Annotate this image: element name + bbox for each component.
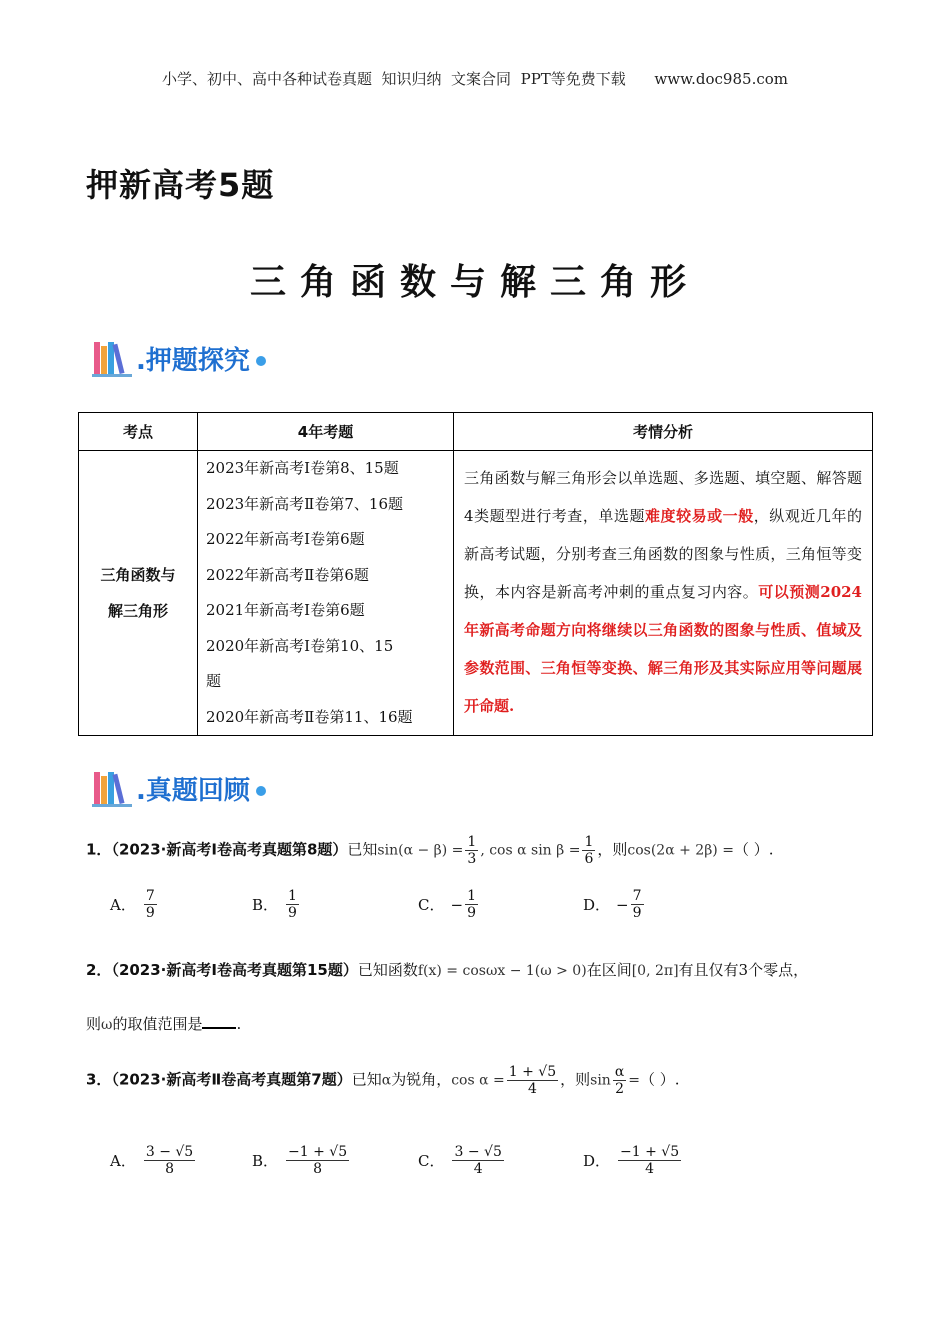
math-expr: , cos α sin β =: [480, 842, 581, 859]
question-text: .: [236, 1015, 242, 1033]
years-cell: [198, 451, 454, 736]
fraction-denominator: 2: [615, 1081, 625, 1097]
fraction: [465, 888, 478, 921]
option-label: C．: [418, 1152, 445, 1170]
fraction-denominator: 4: [527, 1081, 537, 1097]
topic-cell: [79, 451, 198, 736]
q3-option-c[interactable]: [418, 1144, 506, 1177]
analysis-text: ，纵观近几年的新高考试题，分别考查三角函数的图象与性质，三角恒等变换，本内容是新高考冲刺的重点复习内容。: [464, 507, 862, 601]
question-number: 2．: [86, 961, 112, 979]
question-number: 3．: [86, 1070, 112, 1089]
math-expr: f(x) = cosωx − 1(ω > 0): [417, 963, 587, 979]
option-label: D．: [583, 896, 611, 914]
q1-option-a[interactable]: [110, 888, 159, 921]
math-expr: α: [381, 1072, 392, 1089]
q3-option-d[interactable]: [583, 1144, 683, 1177]
fraction-denominator: 9: [467, 905, 476, 921]
page-header: 小学、初中、高中各种试卷真题 知识归纳 文案合同 PPT等免费下载 www.doc985.com: [161, 70, 788, 88]
question-2-line2: [86, 1012, 241, 1037]
option-sign: −: [450, 895, 464, 914]
table-header-row: [79, 413, 873, 451]
option-label: D．: [583, 1152, 611, 1170]
fraction-numerator: 3 − √5: [145, 1144, 194, 1160]
q3-option-b[interactable]: [252, 1144, 351, 1177]
fraction: [465, 834, 478, 867]
analysis-cell: [454, 451, 873, 736]
answer-bracket: （ ）.: [733, 840, 774, 859]
option-label: A．: [110, 896, 136, 914]
fraction-denominator: 4: [473, 1161, 483, 1177]
answer-blank[interactable]: [202, 1013, 236, 1029]
year-item: 2022年新高考Ⅰ卷第6题: [206, 530, 365, 548]
option-label: C．: [418, 896, 445, 914]
question-text: ，则: [597, 840, 628, 859]
table-row: [79, 451, 873, 736]
q1-option-c[interactable]: [418, 888, 480, 921]
badge-dot: [256, 356, 266, 366]
question-number: 1．: [86, 840, 112, 859]
analysis-highlight: 难度较易或一般: [645, 507, 754, 525]
fraction-numerator: 1: [467, 888, 476, 904]
question-text: 在区间: [586, 961, 632, 979]
fraction-denominator: 8: [313, 1161, 323, 1177]
section-badge-explore: [92, 336, 266, 380]
option-label: B．: [252, 896, 279, 914]
fraction: [452, 1144, 503, 1177]
topic-line: 三角函数与: [100, 566, 176, 584]
fraction-numerator: 1: [584, 834, 594, 850]
fraction-denominator: 8: [165, 1161, 174, 1177]
question-source: （2023·新高考Ⅰ卷高考真题第8题）: [111, 840, 348, 859]
question-source: （2023·新高考Ⅱ卷高考真题第7题）: [111, 1070, 352, 1089]
section-title-review: .真题回顾: [136, 775, 250, 806]
question-text: 为锐角，: [391, 1070, 452, 1089]
q1-option-b[interactable]: [252, 888, 301, 921]
q3-option-a[interactable]: [110, 1144, 197, 1177]
math-expr: [0, 2π]: [631, 963, 679, 979]
year-item: 2021年新高考Ⅰ卷第6题: [206, 601, 365, 619]
question-2: [86, 958, 808, 983]
exam-table: [78, 412, 873, 736]
fraction-denominator: 4: [645, 1161, 655, 1177]
question-text: 已知函数: [357, 961, 418, 979]
table-header: 4年考题: [198, 413, 454, 451]
fraction: [507, 1064, 558, 1097]
question-text: 已知: [351, 1070, 382, 1089]
table-header: 考点: [79, 413, 198, 451]
question-text: 有且仅有3个零点，: [678, 961, 809, 979]
fraction: [144, 1144, 195, 1177]
question-text: 已知: [347, 840, 378, 859]
kicker-title: 押新高考5题: [86, 166, 275, 204]
question-3: [86, 1064, 680, 1097]
badge-dot: [256, 786, 266, 796]
fraction-numerator: 3 − √5: [454, 1144, 502, 1160]
fraction-numerator: −1 + √5: [288, 1144, 348, 1160]
fraction: [618, 1144, 681, 1177]
fraction-denominator: 9: [632, 905, 642, 921]
math-expr: sin: [590, 1072, 611, 1089]
fraction: [286, 1144, 349, 1177]
books-icon: [92, 338, 132, 378]
fraction-numerator: 1: [288, 888, 297, 904]
books-icon: [92, 768, 132, 808]
fraction-numerator: 7: [145, 888, 155, 904]
year-item: 题: [206, 672, 222, 690]
fraction-denominator: 3: [467, 851, 477, 867]
page-title: 三角函数与解三角形: [249, 262, 700, 303]
year-item: 2020年新高考Ⅱ卷第11、16题: [206, 707, 413, 726]
fraction-denominator: 6: [584, 851, 594, 867]
fraction-numerator: −1 + √5: [620, 1144, 680, 1160]
fraction: [286, 888, 299, 921]
analysis-highlight: 可以预测2024年新高考命题方向将继续以三角函数的图象与性质、值域及参数范围、三角恒等变换、解三角形及其实际应用等问题展开命题.: [464, 583, 862, 715]
question-source: （2023·新高考Ⅰ卷高考真题第15题）: [111, 961, 358, 979]
table-header: 考情分析: [454, 413, 873, 451]
option-label: B．: [252, 1152, 279, 1170]
fraction-numerator: α: [614, 1064, 625, 1080]
fraction: [582, 834, 595, 867]
analysis-text: 三角函数与解三角形会以单选题、多选题、填空题、解答题4类题型进行考查，单选题: [464, 469, 862, 525]
year-item: 2023年新高考Ⅱ卷第7、16题: [206, 494, 404, 513]
fraction-numerator: 1: [467, 834, 477, 850]
math-expr: ω: [101, 1017, 113, 1033]
fraction-numerator: 1 + √5: [508, 1064, 557, 1080]
year-item: 2023年新高考Ⅰ卷第8、15题: [206, 459, 399, 477]
year-item: 2020年新高考Ⅰ卷第10、15: [206, 636, 394, 655]
fraction-denominator: 9: [145, 905, 155, 921]
question-text: ，则: [560, 1070, 591, 1089]
math-expr: =: [628, 1072, 641, 1089]
fraction: [631, 888, 644, 921]
question-1: [86, 834, 773, 867]
question-text: 则: [86, 1015, 102, 1033]
q1-option-d[interactable]: [583, 888, 646, 921]
fraction-numerator: 7: [632, 888, 642, 904]
year-item: 2022年新高考Ⅱ卷第6题: [206, 565, 369, 584]
fraction-denominator: 9: [288, 905, 297, 921]
section-badge-review: [92, 766, 266, 810]
answer-bracket: （ ）.: [640, 1070, 680, 1089]
option-sign: −: [616, 895, 629, 914]
topic-line: 解三角形: [107, 602, 168, 620]
fraction: [613, 1064, 626, 1097]
math-expr: sin(α − β) =: [377, 842, 464, 859]
fraction: [144, 888, 157, 921]
option-label: A．: [110, 1152, 136, 1170]
math-expr: cos(2α + 2β) =: [627, 842, 734, 859]
math-expr: cos α =: [451, 1072, 505, 1089]
section-title-explore: .押题探究: [136, 345, 250, 376]
question-text: 的取值范围是: [112, 1015, 203, 1033]
